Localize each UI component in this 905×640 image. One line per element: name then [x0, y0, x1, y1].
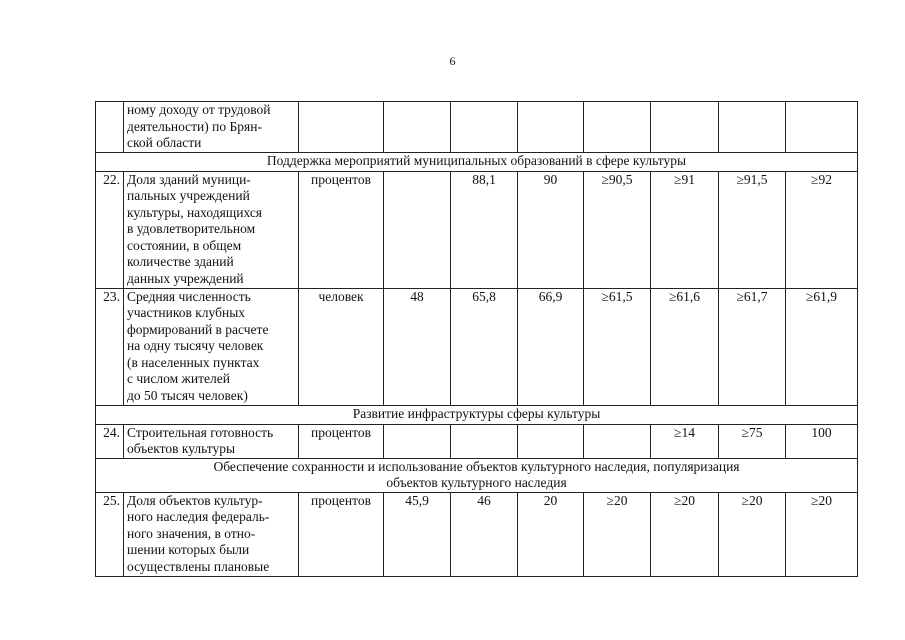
value-cell: ≥91,5	[719, 171, 786, 288]
value-cell	[518, 102, 584, 153]
value-cell: ≥90,5	[584, 171, 651, 288]
value-cell: 45,9	[384, 492, 451, 576]
name-line: участников клубных	[127, 305, 246, 320]
table-row	[96, 171, 858, 288]
section-title: Развитие инфраструктуры сферы культуры	[96, 405, 858, 424]
table-row	[96, 424, 858, 458]
value-cell: ≥20	[786, 492, 858, 576]
name-line: Доля зданий муници-	[127, 171, 251, 187]
name-line: до 50 тысяч человек)	[127, 387, 248, 403]
value-cell: ≥20	[719, 492, 786, 576]
section-title: Поддержка мероприятий муниципальных образований в сфере культуры	[96, 152, 858, 171]
name-line: Строительная готовность	[127, 424, 274, 440]
name-line: состоянии, в общем	[127, 237, 242, 253]
section-title	[96, 458, 858, 492]
section-header-row	[96, 405, 858, 424]
row-number-cell	[96, 102, 124, 153]
row-number-cell: 22.	[96, 171, 124, 288]
unit-cell: человек	[299, 288, 384, 405]
value-cell	[584, 102, 651, 153]
table-row-continuation	[96, 102, 858, 153]
table-row	[96, 288, 858, 405]
name-line: ного значения, в отно-	[127, 525, 256, 541]
section-header-row	[96, 458, 858, 492]
name-line: данных учреждений	[127, 270, 244, 286]
value-cell: ≥14	[651, 424, 719, 458]
value-cell: ≥61,7	[719, 288, 786, 405]
value-cell: ≥75	[719, 424, 786, 458]
row-number-cell: 24.	[96, 424, 124, 458]
name-line: (в населенных пунктах	[127, 354, 260, 370]
value-cell	[384, 102, 451, 153]
name-line: осуществлены плановые	[127, 558, 270, 574]
section-title-line: объектов культурного наследия	[386, 475, 567, 490]
name-line: объектов культуры	[127, 441, 236, 456]
value-cell	[786, 102, 858, 153]
value-cell: ≥20	[584, 492, 651, 576]
value-cell	[651, 102, 719, 153]
name-line: культуры, находящихся	[127, 204, 263, 220]
name-line: формирований в расчете	[127, 321, 269, 337]
value-cell: ≥61,6	[651, 288, 719, 405]
value-cell: 66,9	[518, 288, 584, 405]
value-cell	[451, 102, 518, 153]
value-cell: ≥61,9	[786, 288, 858, 405]
value-cell	[451, 424, 518, 458]
name-line: Доля объектов культур-	[127, 492, 263, 508]
section-title-line: Обеспечение сохранности и использование объектов культурного наследия, популяризация	[213, 458, 740, 474]
name-line: на одну тысячу человек	[127, 338, 264, 353]
value-cell	[384, 424, 451, 458]
unit-cell: процентов	[299, 171, 384, 288]
indicator-name-cell	[124, 288, 299, 405]
name-line: шении которых были	[127, 542, 250, 557]
value-cell: 90	[518, 171, 584, 288]
unit-cell	[299, 102, 384, 153]
value-cell: ≥91	[651, 171, 719, 288]
value-cell: 88,1	[451, 171, 518, 288]
indicator-name-cell	[124, 102, 299, 153]
page-number: 6	[449, 54, 456, 68]
table-row	[96, 492, 858, 576]
unit-cell: процентов	[299, 424, 384, 458]
name-line: ской области	[127, 135, 202, 150]
value-cell: 20	[518, 492, 584, 576]
name-line: ному доходу от трудовой	[127, 102, 271, 117]
name-line: в удовлетворительном	[127, 221, 256, 236]
value-cell: 48	[384, 288, 451, 405]
name-line: пальных учреждений	[127, 188, 250, 203]
section-header-row	[96, 152, 858, 171]
name-line: с числом жителей	[127, 371, 230, 386]
row-number-cell: 23.	[96, 288, 124, 405]
value-cell: ≥20	[651, 492, 719, 576]
value-cell: 100	[786, 424, 858, 458]
name-line: количестве зданий	[127, 254, 234, 269]
indicators-table	[95, 101, 858, 577]
name-line: ного наследия федераль-	[127, 509, 270, 524]
indicator-name-cell	[124, 492, 299, 576]
row-number-cell: 25.	[96, 492, 124, 576]
indicator-name-cell	[124, 424, 299, 458]
value-cell: 46	[451, 492, 518, 576]
value-cell	[719, 102, 786, 153]
value-cell: ≥61,5	[584, 288, 651, 405]
value-cell	[584, 424, 651, 458]
value-cell: 65,8	[451, 288, 518, 405]
value-cell	[384, 171, 451, 288]
name-line: деятельности) по Брян-	[127, 118, 262, 134]
unit-cell: процентов	[299, 492, 384, 576]
name-line: Средняя численность	[127, 288, 251, 304]
indicator-name-cell	[124, 171, 299, 288]
value-cell	[518, 424, 584, 458]
value-cell: ≥92	[786, 171, 858, 288]
